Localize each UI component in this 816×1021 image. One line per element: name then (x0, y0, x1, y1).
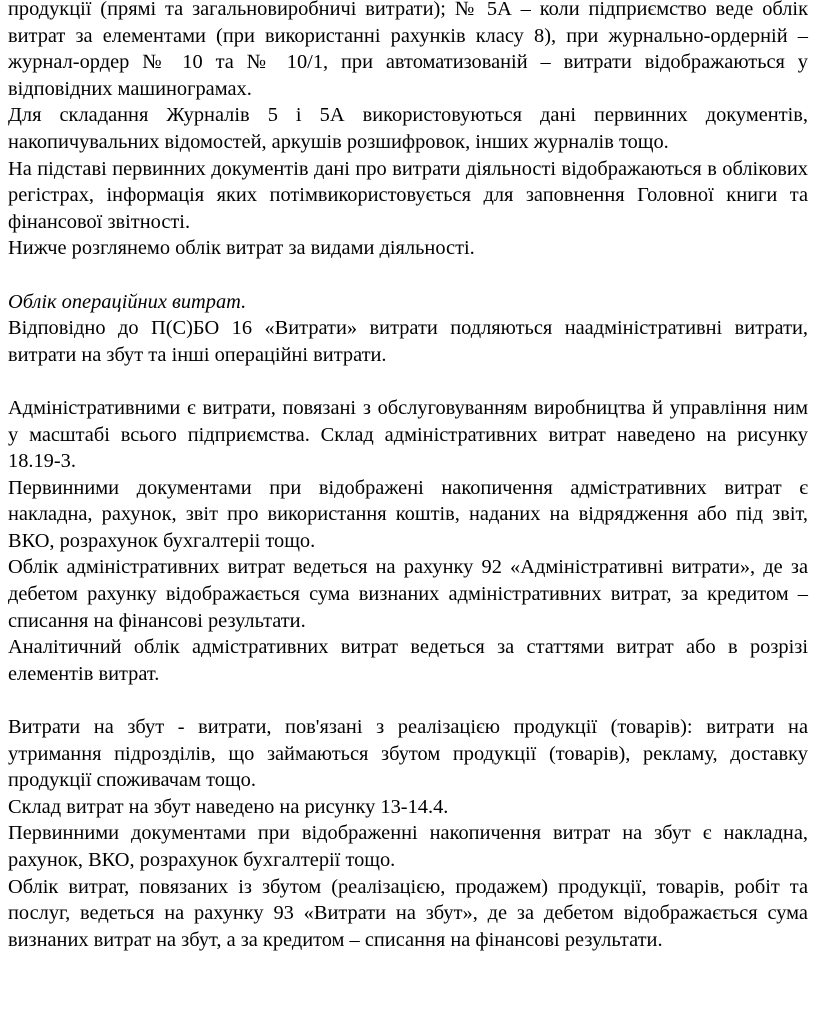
paragraph-pcbo-16: Відповідно до П(С)БО 16 «Витрати» витрати подляються наадміністративні витрати, витрати на збут та інші операційні витрати. (8, 317, 808, 366)
paragraph-intro-by-activity: Нижче розглянемо облік витрат за видами діяльності. (8, 237, 475, 260)
spacer (8, 262, 808, 289)
spacer (8, 368, 808, 395)
paragraph-administrative-documents: Первинними документами при відображені накопичення адмістративних витрат є накладна, рахунок, звіт про використання коштів, наданих на відрядження або під звіт, ВКО, розрахунок бухгалтеріі тощо. (8, 476, 808, 552)
paragraph-administrative-definition: Адміністративними є витрати, повязані з обслуговуванням виробництва й управління ним у масштабі всього підприємства. Склад адміністративних витрат наведено на рисунку 18.19-3. (8, 396, 808, 473)
paragraph-selling-documents: Первинними документами при відображенні накопичення витрат на збут є накладна, рахунок, ВКО, розрахунок бухгалтерії тощо. (8, 822, 808, 871)
section-heading-operating-expenses: Облік операційних витрат. (8, 290, 247, 313)
paragraph-selling-definition: Витрати на збут - витрати, пов'язані з реалізацією продукції (товарів): витрати на утримання підрозділів, що займаються збутом продукції (товарів), рекламу, доставку продукції споживачам тощо. (8, 716, 808, 792)
paragraph-registers: На підставі первинних документів дані про витрати діяльності відображаються в облікових регістрах, інформація яких потімвикористовується для заповнення Головної книги та фінансової звітності. (8, 157, 808, 233)
paragraph-selling-figure: Склад витрат на збут наведено на рисунку 13-14.4. (8, 795, 449, 818)
paragraph-account-93: Облік витрат, повязаних із збутом (реалізацією, продажем) продукції, товарів, робіт та послуг, ведеться на рахунку 93 «Витрати на збут», де за дебетом відображається сума визнаних витрат на збут, а за кредитом – списання на фінансові результати. (8, 875, 808, 951)
paragraph-journals-data-sources: Для складання Журналів 5 і 5А використовуються дані первинних документів, накопичувальних відомостей, аркушів розшифровок, інших журналів тощо. (8, 104, 808, 153)
paragraph-account-92: Облік адміністративних витрат ведеться на рахунку 92 «Адміністративні витрати», де за дебетом рахунку відображається сума визнаних адміністративних витрат, за кредитом – списання на фінансові результати. (8, 556, 808, 632)
spacer (8, 687, 808, 714)
paragraph-administrative-analytics: Аналітичний облік адмістративних витрат ведеться за статтями витрат або в розрізі елементів витрат. (8, 636, 808, 685)
paragraph-journals-continuation: продукції (прямі та загальновиробничі витрати); № 5А – коли підприємство веде облік витрат за елементами (при використанні рахунків класу 8), при журнально-ордерній – журнал-ордер № 10 та № 10/1, при автоматизованій – витрати відображаються у відповідних машинограмах. (8, 0, 808, 100)
